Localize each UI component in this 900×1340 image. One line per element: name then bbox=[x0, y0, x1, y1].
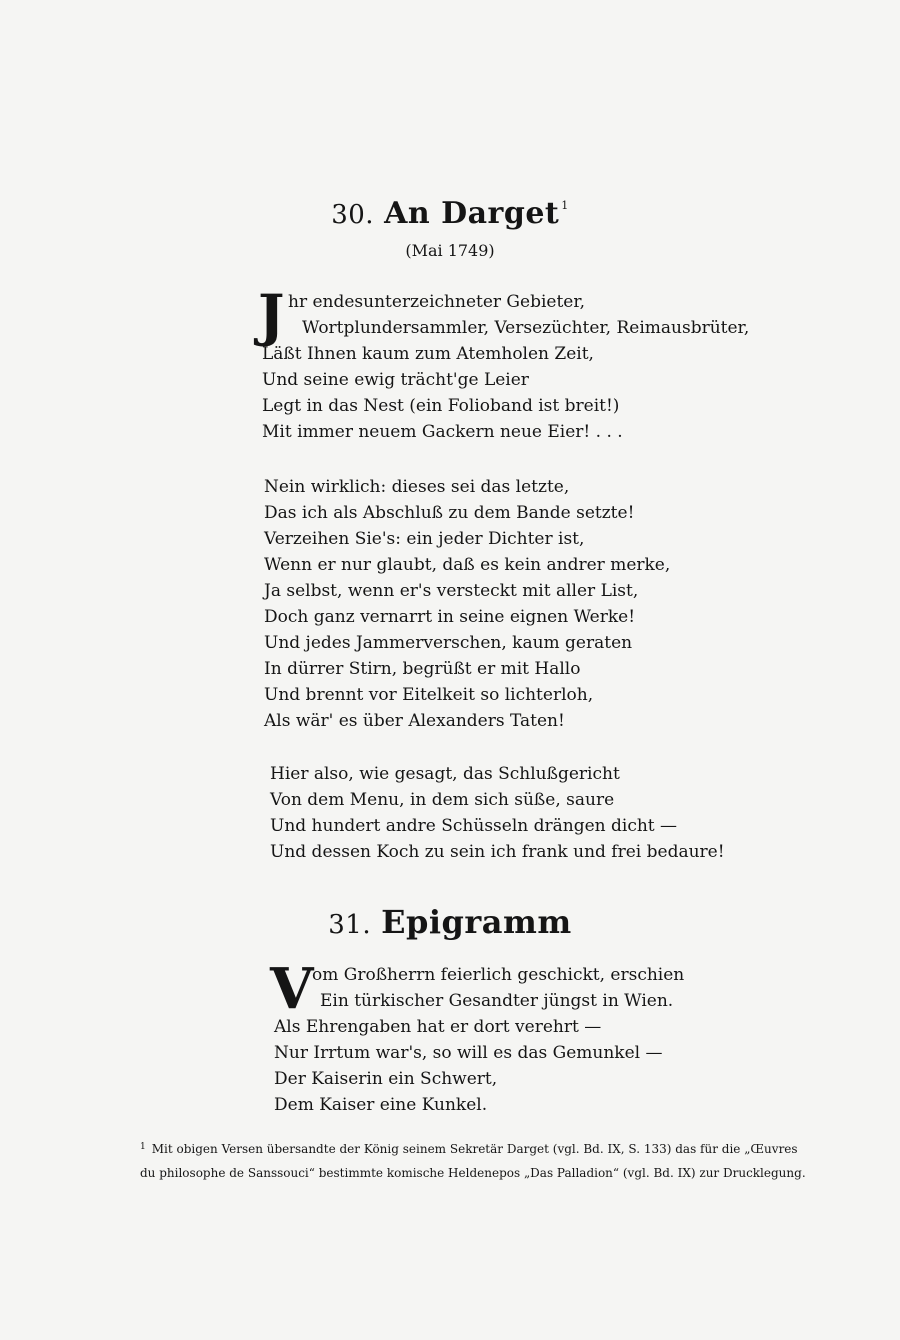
poem-30-dropcap: J bbox=[258, 283, 285, 349]
verse-line: Hier also, wie gesagt, das Schlußgericht bbox=[270, 764, 620, 784]
poem-30-stanza-2 bbox=[264, 474, 670, 734]
poem-31-title bbox=[0, 903, 900, 941]
poem-30-stanza-1 bbox=[0, 283, 750, 445]
verse-line: Verzeihen Sie's: ein jeder Dichter ist, bbox=[264, 529, 585, 549]
footnote-mark: 1 bbox=[140, 1142, 146, 1152]
verse-line: Nein wirklich: dieses sei das letzte, bbox=[264, 477, 570, 497]
footnote bbox=[140, 1135, 808, 1185]
verse-line: Legt in das Nest (ein Folioband ist breit!) bbox=[262, 396, 620, 416]
verse-line: Und seine ewig trächt'ge Leier bbox=[262, 370, 529, 390]
poem-30-number: 30. bbox=[331, 200, 375, 230]
verse-line: Und hundert andre Schüsseln drängen dicht — bbox=[270, 816, 678, 836]
poem-30-footnote-mark: 1 bbox=[561, 199, 569, 212]
verse-line: om Großherrn feierlich geschickt, erschien bbox=[312, 965, 685, 985]
verse-line: Ein türkischer Gesandter jüngst in Wien. bbox=[320, 991, 674, 1011]
verse-line: In dürrer Stirn, begrüßt er mit Hallo bbox=[264, 659, 581, 679]
verse-line: hr endesunterzeichneter Gebieter, bbox=[288, 292, 586, 312]
verse-line: Wenn er nur glaubt, daß es kein andrer merke, bbox=[264, 555, 671, 575]
verse-line: Dem Kaiser eine Kunkel. bbox=[274, 1095, 488, 1115]
verse-line: Doch ganz vernarrt in seine eignen Werke! bbox=[264, 607, 636, 627]
verse-line: Und dessen Koch zu sein ich frank und frei bedaure! bbox=[270, 842, 725, 862]
verse-line: Der Kaiserin ein Schwert, bbox=[274, 1069, 498, 1089]
verse-line: Und jedes Jammerverschen, kaum geraten bbox=[264, 633, 633, 653]
verse-line: Als Ehrengaben hat er dort verehrt — bbox=[274, 1017, 602, 1037]
verse-line: Von dem Menu, in dem sich süße, saure bbox=[270, 790, 615, 810]
poem-31-stanza-1 bbox=[0, 956, 685, 1118]
verse-line: Mit immer neuem Gackern neue Eier! . . . bbox=[262, 422, 623, 442]
poem-31-title-text: Epigramm bbox=[381, 903, 572, 941]
verse-line: Nur Irrtum war's, so will es das Gemunkel — bbox=[274, 1043, 663, 1063]
verse-line: Und brennt vor Eitelkeit so lichterloh, bbox=[264, 685, 594, 705]
poem-30-date: (Mai 1749) bbox=[405, 241, 495, 260]
footnote-text: Mit obigen Versen übersandte der König seinem Sekretär Darget (vgl. Bd. IX, S. 133) das für die „Œuvres du philosophe de Sanssouci“ bestimmte komische Heldenepos „Das Palladion“ (vgl. Bd. IX) zur Drucklegung. bbox=[140, 1142, 806, 1180]
poem-31-number: 31. bbox=[328, 910, 372, 940]
poem-30-stanza-3 bbox=[270, 761, 725, 865]
verse-line: Wortplundersammler, Versezüchter, Reimausbrüter, bbox=[302, 318, 750, 338]
poem-30-title bbox=[0, 196, 900, 231]
poem-31-dropcap: V bbox=[270, 956, 314, 1022]
verse-line: Das ich als Abschluß zu dem Bande setzte! bbox=[264, 503, 635, 523]
poem-30-title-text: An Darget bbox=[384, 196, 560, 231]
verse-line: Als wär' es über Alexanders Taten! bbox=[264, 711, 565, 731]
verse-line: Läßt Ihnen kaum zum Atemholen Zeit, bbox=[262, 344, 594, 364]
verse-line: Ja selbst, wenn er's versteckt mit aller List, bbox=[264, 581, 639, 601]
